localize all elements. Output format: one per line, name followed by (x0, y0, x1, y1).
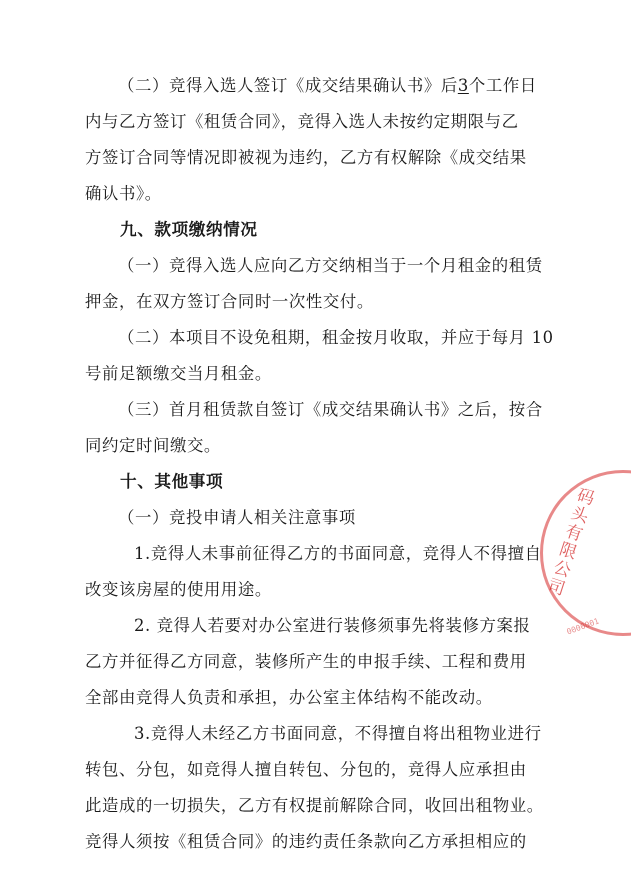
paragraph-2-line-1 (118, 76, 537, 96)
paragraph-line: 内与乙方签订《租赁合同》，竞得入选人未按约定期限与乙 (85, 112, 519, 131)
underlined-number: 3 (457, 76, 469, 95)
text-segment: （二）竞得入选人签订《成交结果确认书》后 (118, 76, 458, 95)
paragraph-line: 3.竞得人未经乙方书面同意，不得擅自将出租物业进行 (134, 724, 542, 743)
paragraph-line: （三）首月租赁款自签订《成交结果确认书》之后，按合 (118, 400, 543, 419)
paragraph-line: 确认书》。 (85, 184, 162, 203)
paragraph-line: 押金，在双方签订合同时一次性交付。 (85, 292, 374, 311)
paragraph-line: 全部由竞得人负责和承担，办公室主体结构不能改动。 (85, 688, 493, 707)
paragraph-line: 1.竞得人未事前征得乙方的书面同意，竞得人不得擅自 (134, 544, 542, 563)
paragraph-line: （一）竞投申请人相关注意事项 (118, 508, 356, 527)
paragraph-line: 号前足额缴交当月租金。 (85, 364, 272, 383)
text-segment: 个工作日 (468, 76, 537, 95)
paragraph-line: （二）本项目不设免租期，租金按月收取，并应于每月 10 (118, 328, 554, 347)
paragraph-line: 同约定时间缴交。 (85, 436, 221, 455)
paragraph-line: 竞得人须按《租赁合同》的违约责任条款向乙方承担相应的 (85, 832, 527, 851)
paragraph-line: 改变该房屋的使用用途。 (85, 580, 272, 599)
paragraph-line: （一）竞得入选人应向乙方交纳相当于一个月租金的租赁 (118, 256, 543, 275)
paragraph-line: 方签订合同等情况即被视为违约，乙方有权解除《成交结果 (85, 148, 527, 167)
paragraph-line: 此造成的一切损失，乙方有权提前解除合同，收回出租物业。 (85, 796, 544, 815)
seal-text: 码头有限公司 (545, 485, 597, 600)
section-heading-10: 十、其他事项 (120, 472, 224, 491)
seal-number: 0000001 (565, 616, 601, 637)
paragraph-line: 乙方并征得乙方同意，装修所产生的申报手续、工程和费用 (85, 652, 527, 671)
paragraph-line: 转包、分包，如竞得人擅自转包、分包的，竞得人应承担由 (85, 760, 527, 779)
section-heading-9: 九、款项缴纳情况 (120, 220, 258, 239)
paragraph-line: 2. 竞得人若要对办公室进行装修须事先将装修方案报 (134, 616, 531, 635)
